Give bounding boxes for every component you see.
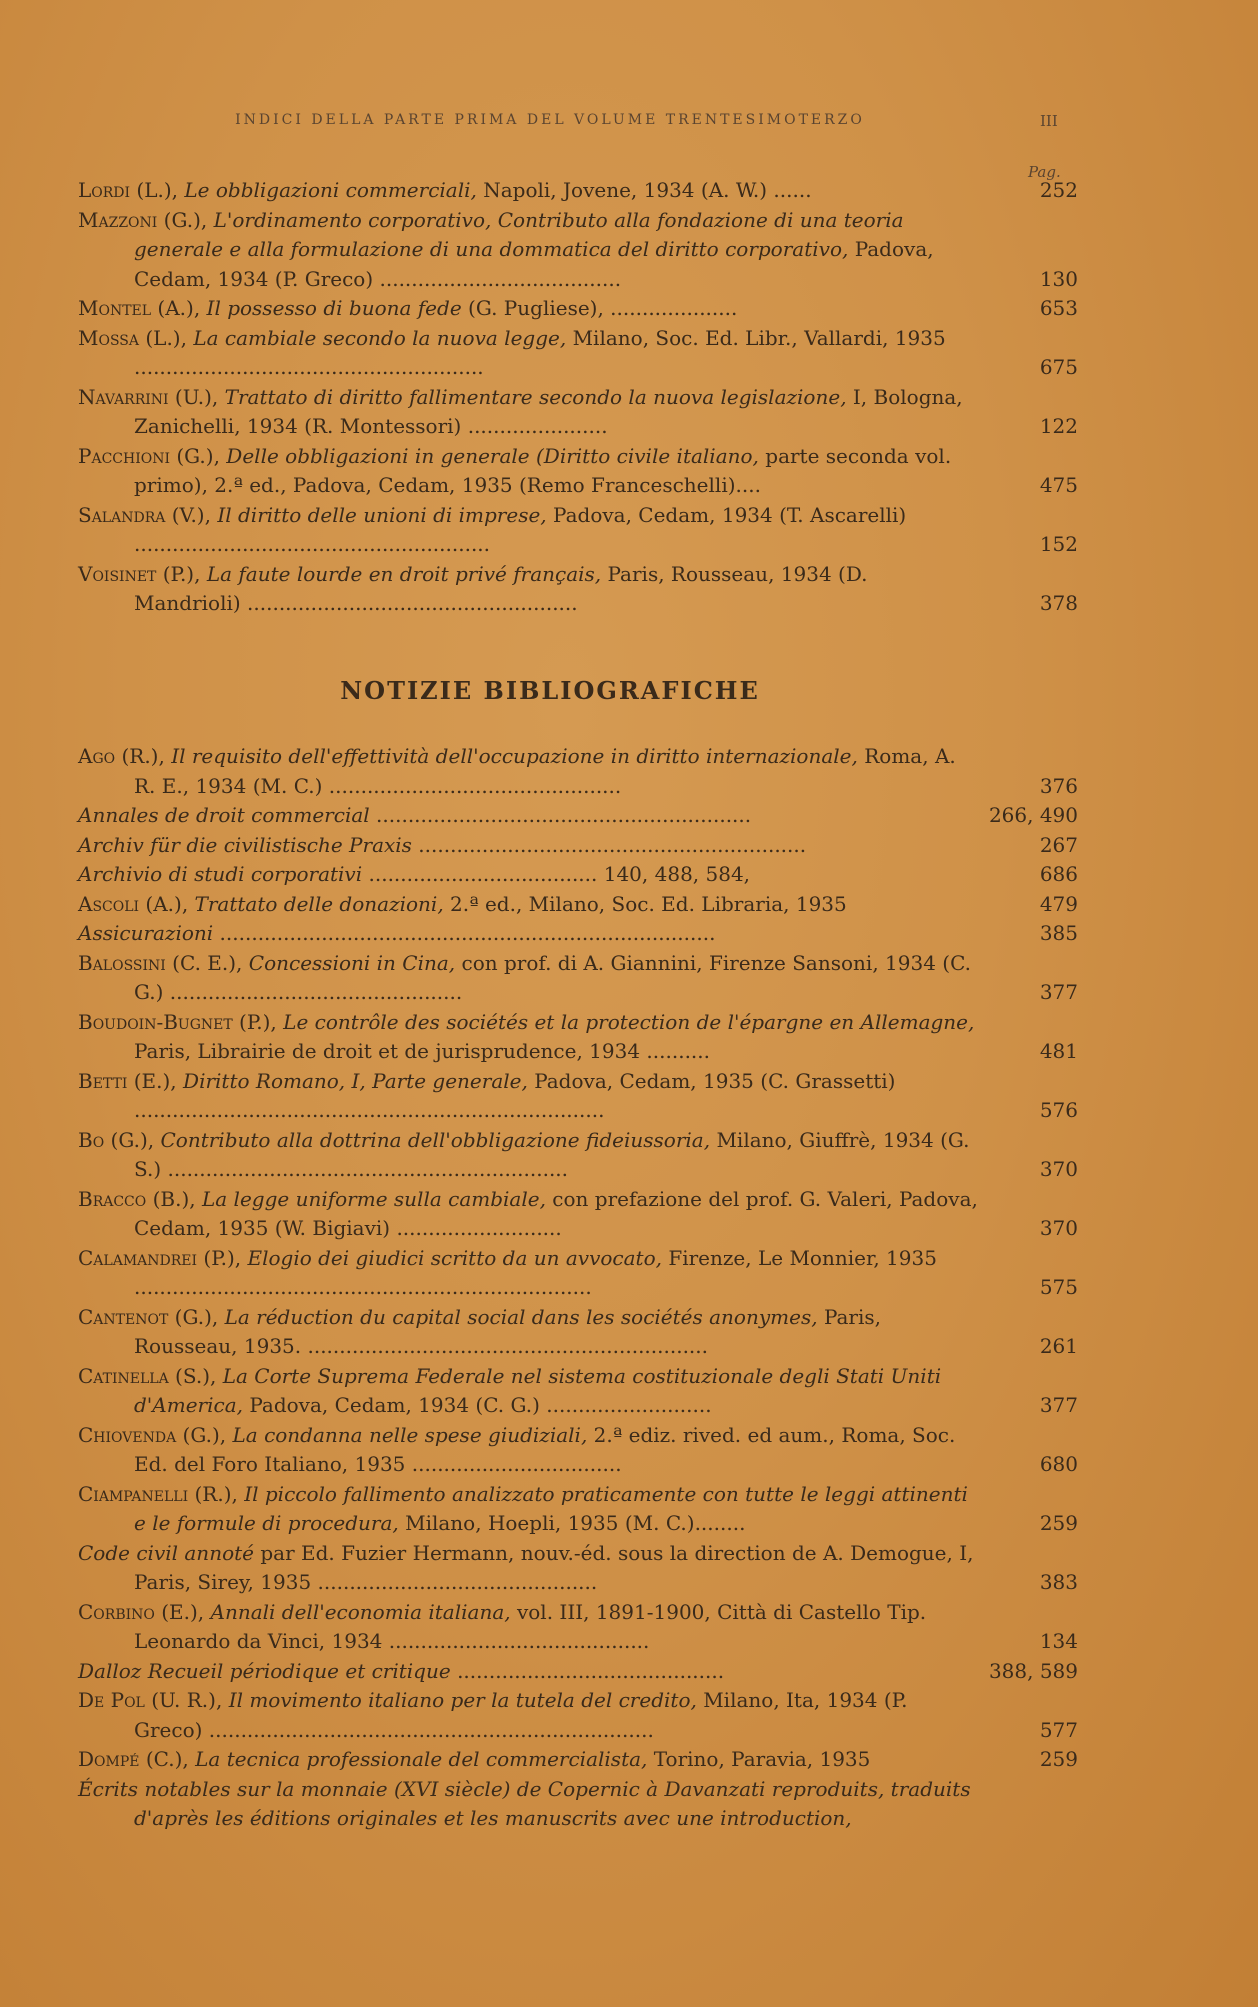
entry-page: 122: [1039, 414, 1078, 438]
entry-title: Il piccolo fallimento analizzato praticamente con tutte le leggi attinenti e le formule di procedura,: [134, 1481, 968, 1535]
entry-page: 479: [1039, 891, 1078, 916]
entry-page: 577: [1039, 1717, 1078, 1742]
entry-author: Boudoin-Bugnet (P.),: [78, 1009, 277, 1034]
entry-author: Voisinet (P.),: [78, 561, 201, 586]
pag-label: Pag.: [1028, 163, 1061, 181]
entry-text: [78, 1362, 978, 1421]
index-entry: [78, 324, 1078, 383]
entry-author: Pacchioni (G.),: [78, 443, 220, 468]
entry-page: 266, 490: [988, 803, 1078, 827]
entry-rest: ...........................................................: [376, 803, 752, 827]
entry-author: Catinella (S.),: [78, 1363, 217, 1388]
index-entry: [78, 831, 1078, 861]
entry-page: 675: [1039, 355, 1078, 379]
entry-text: [78, 1244, 978, 1303]
entry-text: [78, 1185, 978, 1244]
entry-rest: ..............................................................................: [219, 921, 716, 945]
entry-rest: 2.ª ediz. rived. ed aum., Roma, Soc. Ed. del Foro Italiano, 1935 .................................: [134, 1422, 956, 1476]
entry-text: [78, 1421, 978, 1480]
index-entry: [78, 1686, 1078, 1745]
entry-title: Le contrôle des sociétés et la protection de l'épargne en Allemagne,: [283, 1009, 975, 1034]
index-entry: [78, 1657, 1078, 1687]
section-title: NOTIZIE BIBLIOGRAFICHE: [340, 676, 760, 705]
entry-title: La condanna nelle spese giudiziali,: [232, 1422, 588, 1447]
entry-page: 680: [1039, 1452, 1078, 1476]
entry-text: [78, 801, 978, 831]
entry-rest: (G. Pugliese), ....................: [468, 296, 738, 320]
entry-page: 152: [1039, 532, 1078, 556]
entry-author: Mazzoni (G.),: [78, 207, 208, 232]
entry-author: Lordi (L.),: [78, 178, 179, 202]
entry-title: Archiv für die civilistische Praxis: [78, 832, 412, 857]
index-entry: [78, 1008, 1078, 1067]
entry-author: Mossa (L.),: [78, 325, 187, 350]
entry-page: 370: [1039, 1216, 1078, 1240]
entry-page: 376: [1039, 773, 1078, 798]
entry-author: Balossini (C. E.),: [78, 950, 243, 975]
entry-title: Trattato di diritto fallimentare secondo la nuova legislazione,: [224, 384, 847, 409]
index-entry: [78, 176, 1078, 206]
entry-title: Concessioni in Cina,: [248, 950, 456, 975]
entry-rest: Paris, Librairie de droit et de jurisprudence, 1934 ..........: [134, 1039, 710, 1063]
notices-list: [78, 742, 1078, 1834]
index-entry: [78, 442, 1078, 501]
entry-text: [78, 1598, 978, 1657]
entry-rest: I, Bologna, Zanichelli, 1934 (R. Montessori) ......................: [134, 384, 963, 438]
entry-rest: Padova, Cedam, 1934 (P. Greco) ......................................: [134, 237, 934, 291]
entry-title: Assicurazioni: [78, 921, 214, 945]
page-number: III: [1040, 112, 1058, 130]
index-entry: [78, 1067, 1078, 1126]
entry-page: 653: [1039, 296, 1078, 320]
entry-text: [78, 383, 978, 442]
entry-author: Bracco (B.),: [78, 1186, 196, 1211]
entry-author: Calamandrei (P.),: [78, 1245, 242, 1270]
entry-author: De Pol (U. R.),: [78, 1688, 223, 1712]
entry-rest: Paris, Rousseau, 1934 (D. Mandrioli) ....................................................: [134, 561, 868, 615]
entry-text: [78, 1126, 978, 1185]
entry-page: 130: [1039, 266, 1078, 291]
index-entry: [78, 890, 1078, 920]
index-entry: [78, 1303, 1078, 1362]
entry-text: [78, 949, 978, 1008]
entry-text: [78, 206, 978, 295]
entry-title: Contributo alla dottrina dell'obbligazione fideiussoria,: [160, 1127, 711, 1152]
index-entry: [78, 1480, 1078, 1539]
entry-page: 385: [1039, 921, 1078, 945]
entry-page: 370: [1039, 1157, 1078, 1181]
entry-rest: Paris, Rousseau, 1935. ...............................................................: [134, 1304, 881, 1358]
entry-title: La cambiale secondo la nuova legge,: [193, 325, 567, 350]
entry-page: 686: [1039, 862, 1078, 886]
entry-page: 481: [1039, 1039, 1078, 1063]
entry-text: [78, 176, 978, 206]
entry-text: [78, 1686, 978, 1745]
entry-text: [78, 1657, 978, 1687]
entry-rest: Torino, Paravia, 1935: [653, 1747, 871, 1771]
entry-rest: Milano, Ita, 1934 (P. Greco) ......................................................................: [134, 1688, 908, 1742]
entry-rest: Milano, Hoepli, 1935 (M. C.)........: [405, 1511, 746, 1535]
entry-title: La tecnica professionale del commercialista,: [195, 1747, 648, 1771]
entry-title: Il movimento italiano per la tutela del credito,: [228, 1688, 697, 1712]
entry-title: Code civil annoté: [78, 1540, 254, 1565]
entry-page: 575: [1039, 1275, 1078, 1299]
index-entry: [78, 1598, 1078, 1657]
entry-rest: vol. III, 1891-1900, Città di Castello Tip. Leonardo da Vinci, 1934 .........................................: [134, 1599, 927, 1653]
entry-text: [78, 324, 978, 383]
entry-title: Écrits notables sur la monnaie (XVI siècle) de Copernic à Davanzati reproduits, traduits d'après les éditions originales et les manuscrits avec une introduction,: [78, 1776, 971, 1830]
entry-author: Dompé (C.),: [78, 1747, 189, 1771]
entry-page: 475: [1039, 473, 1078, 497]
entry-author: Salandra (V.),: [78, 502, 211, 527]
entry-text: [78, 742, 978, 801]
entry-page: 259: [1039, 1511, 1078, 1535]
entry-title: Il possesso di buona fede: [206, 296, 462, 320]
index-entry: [78, 1775, 1078, 1834]
entry-title: Trattato delle donazioni,: [194, 891, 444, 916]
entry-page: 377: [1039, 980, 1078, 1004]
entry-text: [78, 1775, 978, 1834]
entry-text: [78, 919, 978, 949]
reviews-list: [78, 176, 1078, 619]
index-entry: [78, 1185, 1078, 1244]
entry-rest: .............................................................: [418, 832, 807, 857]
entry-author: Navarrini (U.),: [78, 384, 219, 409]
entry-rest: Padova, Cedam, 1935 (C. Grassetti) ..........................................................................: [134, 1068, 896, 1122]
index-entry: [78, 801, 1078, 831]
entry-text: [78, 1539, 978, 1598]
entry-text: [78, 1008, 978, 1067]
entry-text: [78, 560, 978, 619]
entry-rest: con prefazione del prof. G. Valeri, Padova, Cedam, 1935 (W. Bigiavi) ..........................: [134, 1186, 978, 1240]
entry-text: [78, 890, 978, 920]
index-entry: [78, 1421, 1078, 1480]
entry-title: Elogio dei giudici scritto da un avvocato,: [247, 1245, 662, 1270]
entry-rest: con prof. di A. Giannini, Firenze Sansoni, 1934 (C. G.) ..............................................: [134, 950, 972, 1004]
index-entry: [78, 919, 1078, 949]
entry-author: Bo (G.),: [78, 1127, 155, 1152]
entry-title: La réduction du capital social dans les sociétés anonymes,: [224, 1304, 818, 1329]
entry-rest: Padova, Cedam, 1934 (T. Ascarelli) ........................................................: [134, 502, 907, 556]
entry-text: [78, 1067, 978, 1126]
entry-rest: Napoli, Jovene, 1934 (A. W.) ......: [483, 178, 812, 202]
entry-text: [78, 1480, 978, 1539]
entry-text: [78, 1303, 978, 1362]
entry-rest: .................................... 140, 488, 584,: [368, 862, 751, 886]
entry-rest: Roma, A. R. E., 1934 (M. C.) ..............................................: [134, 744, 956, 798]
entry-page: 576: [1039, 1098, 1078, 1122]
index-entry: [78, 1539, 1078, 1598]
index-entry: [78, 1244, 1078, 1303]
entry-author: Montel (A.),: [78, 296, 201, 320]
entry-title: Annali dell'economia italiana,: [210, 1599, 511, 1624]
entry-page: 261: [1039, 1334, 1078, 1358]
index-entry: [78, 294, 1078, 324]
entry-title: Il diritto delle unioni di imprese,: [217, 502, 547, 527]
entry-page: 134: [1039, 1629, 1078, 1653]
running-head: INDICI DELLA PARTE PRIMA DEL VOLUME TRENTESIMOTERZO: [235, 112, 865, 128]
entry-author: Ascoli (A.),: [78, 891, 189, 916]
entry-author: Betti (E.),: [78, 1068, 177, 1093]
entry-rest: parte seconda vol. primo), 2.ª ed., Padova, Cedam, 1935 (Remo Franceschelli)....: [134, 443, 952, 497]
entry-page: 252: [1039, 178, 1078, 202]
index-entry: [78, 1362, 1078, 1421]
entry-title: Le obbligazioni commerciali,: [184, 178, 477, 202]
index-entry: [78, 1126, 1078, 1185]
entry-page: 388, 589: [988, 1658, 1078, 1683]
entry-author: Ago (R.),: [78, 744, 165, 768]
index-entry: [78, 949, 1078, 1008]
entry-rest: Milano, Giuffrè, 1934 (G. S.) ...............................................................: [134, 1127, 970, 1181]
entry-title: Dalloz Recueil périodique et critique: [78, 1658, 451, 1683]
entry-rest: Firenze, Le Monnier, 1935 ........................................................................: [134, 1245, 937, 1299]
entry-title: Delle obbligazioni in generale (Diritto civile italiano,: [226, 443, 759, 468]
entry-text: [78, 831, 978, 861]
entry-title: Annales de droit commercial: [78, 803, 370, 827]
entry-text: [78, 501, 978, 560]
entry-title: Archivio di studi corporativi: [78, 862, 363, 886]
index-entry: [78, 742, 1078, 801]
entry-title: La Corte Suprema Federale nel sistema costituzionale degli Stati Uniti d'America,: [134, 1363, 942, 1417]
entry-title: Il requisito dell'effettività dell'occupazione in diritto internazionale,: [171, 744, 858, 768]
entry-page: 383: [1039, 1570, 1078, 1594]
index-entry: [78, 501, 1078, 560]
index-entry: [78, 206, 1078, 295]
entry-page: 259: [1039, 1747, 1078, 1771]
entry-text: [78, 860, 978, 890]
entry-title: La legge uniforme sulla cambiale,: [201, 1186, 546, 1211]
entry-rest: Milano, Soc. Ed. Libr., Vallardi, 1935 .......................................................: [134, 325, 946, 379]
entry-title: L'ordinamento corporativo, Contributo alla fondazione di una teoria generale e alla formulazione di una dommatica del diritto corporativo,: [134, 207, 904, 261]
entry-text: [78, 1745, 978, 1775]
entry-author: Chiovenda (G.),: [78, 1422, 227, 1447]
entry-rest: 2.ª ed., Milano, Soc. Ed. Libraria, 1935: [450, 891, 847, 916]
entry-rest: par Ed. Fuzier Hermann, nouv.-éd. sous la direction de A. Demogue, I, Paris, Sirey, 1935 ............................................: [134, 1540, 974, 1594]
entry-page: 267: [1039, 832, 1078, 857]
entry-author: Cantenot (G.),: [78, 1304, 219, 1329]
index-entry: [78, 1745, 1078, 1775]
entry-rest: ..........................................: [457, 1658, 725, 1683]
entry-text: [78, 442, 978, 501]
entry-text: [78, 294, 978, 324]
entry-page: 378: [1039, 591, 1078, 615]
entry-author: Corbino (E.),: [78, 1599, 205, 1624]
entry-rest: Padova, Cedam, 1934 (C. G.) ..........................: [249, 1393, 712, 1417]
index-entry: [78, 560, 1078, 619]
index-entry: [78, 383, 1078, 442]
entry-author: Ciampanelli (R.),: [78, 1481, 238, 1506]
entry-page: 377: [1039, 1393, 1078, 1417]
entry-title: La faute lourde en droit privé français,: [206, 561, 602, 586]
index-entry: [78, 860, 1078, 890]
entry-title: Diritto Romano, I, Parte generale,: [183, 1068, 528, 1093]
